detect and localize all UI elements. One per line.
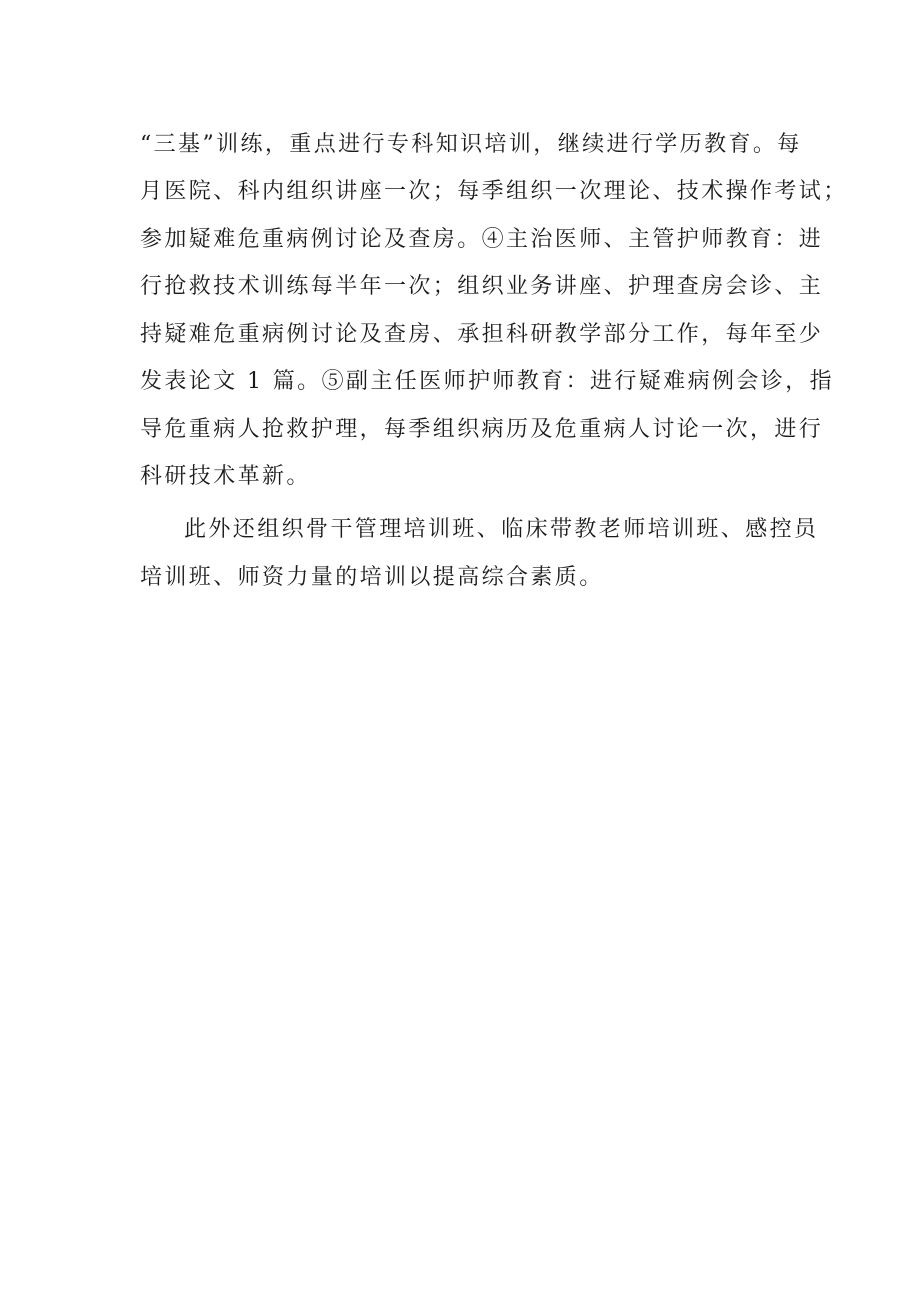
paragraph-1-line-5: 持疑难危重病例讨论及查房、承担科研教学部分工作，每年至少: [140, 322, 824, 347]
paragraph-1-line-6: 发表论文 1 篇。⑤副主任医师护师教育：进行疑难病例会诊，指: [140, 369, 834, 394]
paragraph-1-line-8: 科研技术革新。: [140, 464, 311, 489]
paragraph-1-line-7: 导危重病人抢救护理，每季组织病历及危重病人讨论一次，进行: [140, 417, 824, 442]
paragraph-2-line-2: 培训班、师资力量的培训以提高综合素质。: [140, 565, 604, 590]
paragraph-2-line-1: 此外还组织骨干管理培训班、临床带教老师培训班、感控员: [184, 517, 819, 542]
paragraph-1-line-4: 行抢救技术训练每半年一次；组织业务讲座、护理查房会诊、主: [140, 274, 824, 299]
paragraph-1-line-2: 月医院、科内组织讲座一次；每季组织一次理论、技术操作考试；: [140, 179, 848, 204]
paragraph-1-line-1: “三基”训练，重点进行专科知识培训，继续进行学历教育。每: [140, 132, 802, 157]
paragraph-1-line-3: 参加疑难危重病例讨论及查房。④主治医师、主管护师教育：进: [140, 227, 824, 252]
